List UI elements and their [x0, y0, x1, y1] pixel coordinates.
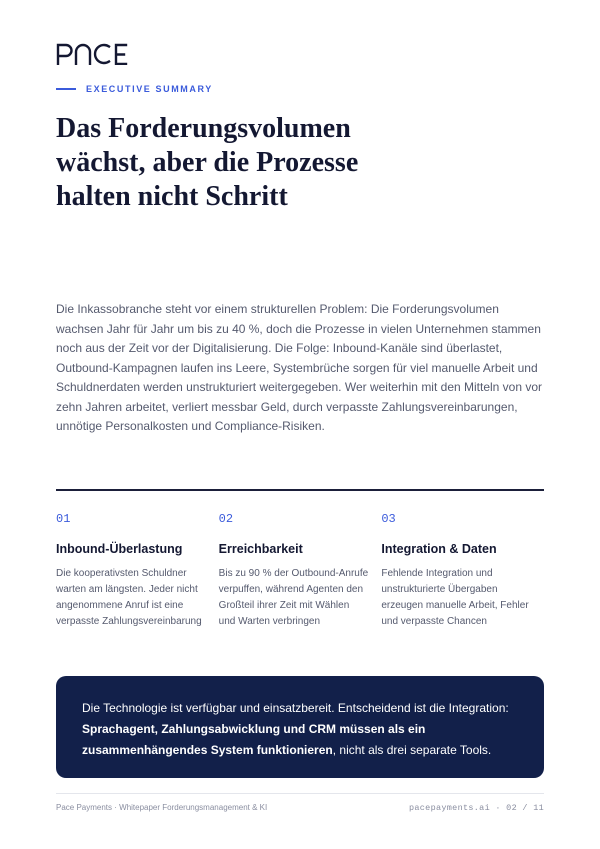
feature-title: Integration & Daten: [381, 542, 497, 556]
section-label-text: EXECUTIVE SUMMARY: [86, 84, 213, 94]
feature-number: 02: [218, 512, 234, 526]
feature-item-inbound: [56, 512, 219, 630]
feature-number: 01: [56, 512, 71, 526]
feature-title: Erreichbarkeit: [218, 542, 303, 556]
section-label: [56, 84, 213, 94]
footer-page-number: pacepayments.ai · 02 / 11: [408, 803, 544, 813]
feature-description: Die kooperativsten Schuldner warten am längsten. Jeder nicht angenommene Anruf ist eine verpasste Zahlungsvereinbarung: [56, 568, 202, 627]
callout-box: [56, 676, 544, 778]
feature-item-reachability: [219, 512, 382, 630]
footer-divider: [56, 793, 544, 794]
callout-emphasis: Sprachagent, Zahlungsabwicklung und CRM müssen als ein zusammenhängendes System funktionieren: [82, 722, 426, 757]
section-divider: [56, 489, 544, 491]
pace-logo-mark: [56, 43, 128, 65]
feature-item-integration: [381, 512, 544, 630]
pace-logo: [56, 42, 128, 66]
page-title: Das Forderungsvolumen wächst, aber die Prozesse halten nicht Schritt: [56, 113, 359, 212]
feature-description: Fehlende Integration und unstrukturierte Übergaben erzeugen manuelle Arbeit, Fehler und verpasste Chancen: [381, 568, 529, 627]
feature-title: Inbound-Überlastung: [56, 542, 183, 556]
intro-paragraph: Die Inkassobranche steht vor einem strukturellen Problem: Die Forderungsvolumen wachsen Jahr für Jahr um bis zu 40 %, doch die Prozesse in vielen Unternehmen stammen noch aus der Zeit vor der Digitalisierung. Die Folge: Inbound-Kanäle sind überlastet, Outbound-Kampagnen laufen ins Leere, Systembrüche sorgen für viel manuelle Arbeit und Schuldnerdaten werden unstrukturiert weitergegeben. Wer weiterhin mit den Mitteln von vor zehn Jahren arbeitet, verliert messbar Geld, durch verpasste Zahlungsvereinbarungen, unnötige Personalkosten und Compliance-Risiken.: [56, 302, 543, 433]
section-label-rule: [56, 88, 76, 90]
callout-lead: Die Technologie ist verfügbar und einsatzbereit. Entscheidend ist die Integration:: [82, 701, 509, 715]
feature-description: Bis zu 90 % der Outbound-Anrufe verpuffen, während Agenten den Großteil ihrer Zeit mit Wählen und Warten verbringen: [218, 568, 369, 627]
feature-list: [56, 512, 544, 630]
callout-tail: , nicht als drei separate Tools.: [332, 743, 492, 757]
feature-number: 03: [381, 512, 396, 526]
footer-document-title: Pace Payments · Whitepaper Forderungsmanagement & KI: [56, 803, 268, 812]
